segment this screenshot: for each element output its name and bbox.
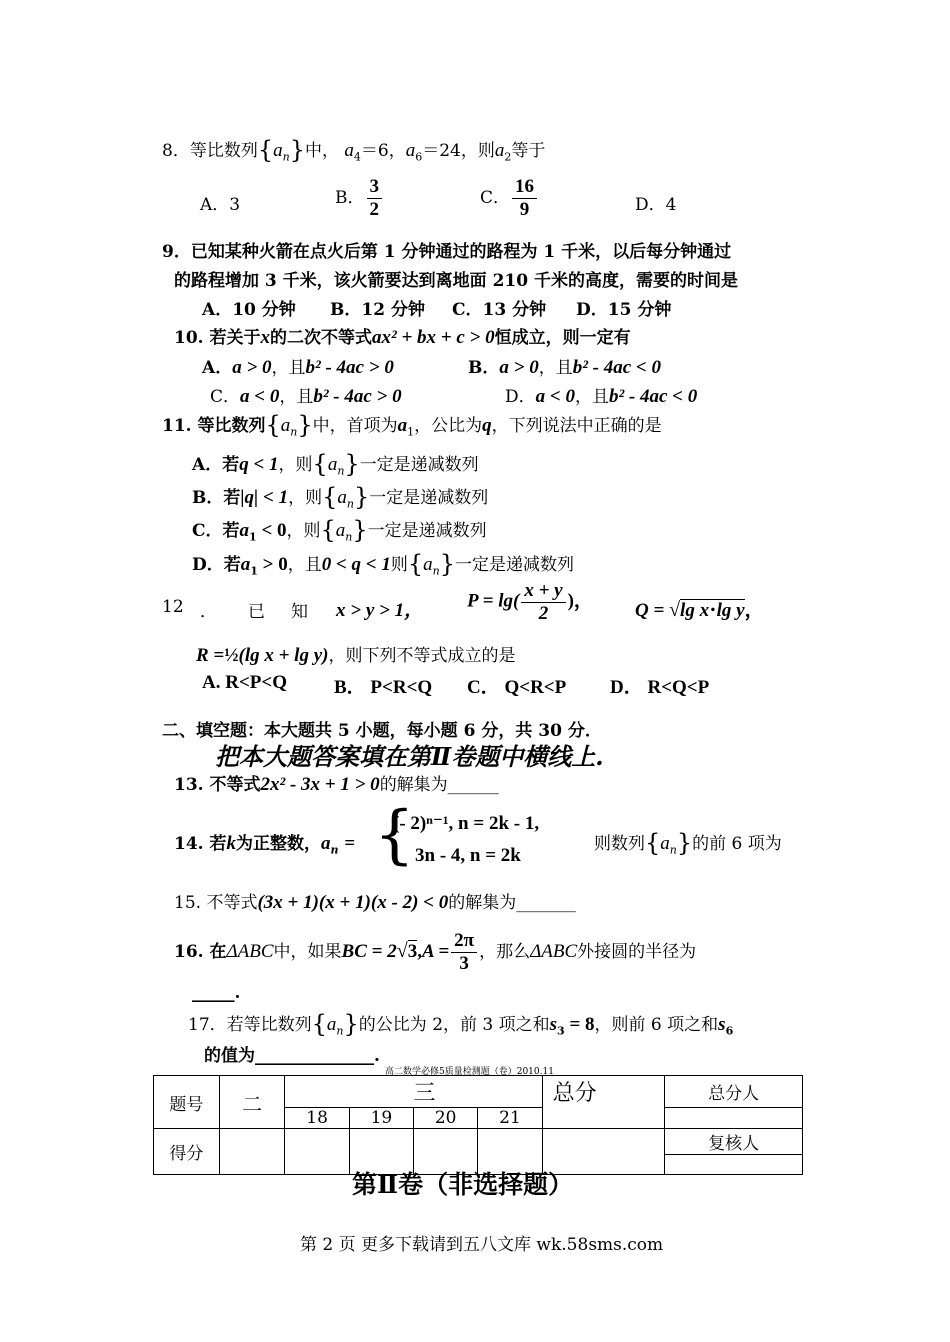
q10-option-a: A．a > 0，且b² - 4ac > 0 <box>202 357 394 378</box>
q8-a4-sub: 4 <box>353 150 361 164</box>
q9-option-d: D．15 分钟 <box>576 300 672 320</box>
table-sub-20: 20 <box>414 1108 478 1129</box>
q9-line1: 9．已知某种火箭在点火后第 1 分钟通过的路程为 1 千米，以后每分钟通过 <box>162 242 732 262</box>
q16-blank: _____. <box>192 983 241 1003</box>
table-sub-19: 19 <box>349 1108 413 1129</box>
q17-line2: 的值为______________. <box>204 1046 380 1066</box>
q10-suffix: 恒成立，则一定有 <box>494 328 631 348</box>
table-reviewer-cell <box>665 1155 803 1175</box>
question-16: 16. 在ΔABC中，如果BC = 2√3,A = $\frac{2\pi}{3}$ ，那么ΔABC外接圆的半径为 <box>174 930 697 974</box>
q12-known2: 知 <box>291 602 308 622</box>
question-17: 17．若等比数列$\{a_n\}$的公比为 2，前 3 项之和$s_3 = 8$，则前 6 项之和$s_6$ <box>188 1010 734 1038</box>
q8-suffix: 等于 <box>511 141 546 161</box>
q8-a4-eq: ＝6， <box>360 141 406 161</box>
q12-dot: ． <box>200 602 217 622</box>
q10-ineq: ax² + bx + c > 0 <box>372 327 495 348</box>
q10-option-d: D．a < 0，且b² - 4ac < 0 <box>505 386 698 407</box>
q10-mid: 的二次不等式 <box>270 328 372 348</box>
question-11: 11. 等比数列$\{a_n\}$中，首项为$a_1$，公比为q，下列说法中正确的是 <box>162 411 662 439</box>
q8-option-d: D．4 <box>635 195 677 215</box>
table-header-part-two: 二 <box>219 1076 285 1129</box>
table-header-total: 总分 <box>542 1076 665 1108</box>
q8-a6-eq: ＝24，则 <box>422 141 495 161</box>
table-total-person-cell <box>665 1108 803 1129</box>
exam-caption: 高二数学必修5质量检测题（卷）2010.11 <box>385 1067 554 1077</box>
q12-number: 12 <box>162 597 184 617</box>
q8-mid: 中， <box>304 141 339 161</box>
table-sub-21: 21 <box>478 1108 542 1129</box>
q8-a6: a <box>405 140 416 161</box>
part-2-title: 第Ⅱ卷（非选择题） <box>352 1170 574 1199</box>
q9-line2: 的路程增加 3 千米，该火箭要达到离地面 210 千米的高度，需要的时间是 <box>174 271 738 291</box>
section-2-subtitle: 把本大题答案填在第Ⅱ卷题中横线上. <box>215 742 604 771</box>
q12-condition: x > y > 1， <box>336 600 424 621</box>
q9-option-c: C．13 分钟 <box>452 300 547 320</box>
q8-a2-sub: 2 <box>504 150 512 164</box>
q8-option-c <box>480 176 539 221</box>
q12-option-d: D． R<Q<P <box>610 677 710 698</box>
table-score-two[interactable] <box>219 1129 285 1175</box>
q14-prefix-line: 14. 若k为正整数，$a_n$ = <box>174 833 356 857</box>
table-header-reviewer: 复核人 <box>665 1129 803 1155</box>
q12-r-expr: R =½(lg x + lg y)，则下列不等式成立的是 <box>196 645 516 666</box>
table-header-question: 题号 <box>154 1076 220 1129</box>
q12-option-a: A. R<P<Q <box>202 672 287 693</box>
q8-prefix: 8．等比数列 <box>162 141 258 161</box>
q9-option-a: A．10 分钟 <box>202 300 296 320</box>
q10-option-b: B．a > 0，且b² - 4ac < 0 <box>468 357 661 378</box>
q11-option-b: B．若|q| < 1，则$\{a_n\}$一定是递减数列 <box>192 483 489 511</box>
q10-prefix: 10. 若关于 <box>174 328 261 348</box>
q12-p-expr: P = lg( $\frac{x + y}{2}$ )， <box>467 580 593 624</box>
q8-option-c-label: C． <box>480 187 511 208</box>
page-footer: 第 2 页 更多下载请到五八文库 wk.58sms.com <box>300 1235 664 1255</box>
q9-option-b: B．12 分钟 <box>330 300 425 320</box>
table-total-sub <box>542 1108 665 1129</box>
q14-case-2: 3n - 4, n = 2k <box>415 845 521 866</box>
question-13: 13. 不等式2x² - 3x + 1 > 0的解集为______ <box>174 774 499 795</box>
q8-option-c-num: 16 <box>512 176 537 199</box>
q10-option-c: C．a < 0，且b² - 4ac > 0 <box>210 386 402 407</box>
q12-q-expr: Q = √lg x⋅lg y， <box>635 599 764 621</box>
table-header-total-person: 总分人 <box>665 1076 803 1108</box>
q8-a2: a <box>494 140 505 161</box>
q8-seq: a <box>273 140 283 161</box>
section-2-title: 二、填空题：本大题共 5 小题，每小题 6 分，共 30 分． <box>162 721 602 741</box>
q14-brace: { <box>374 798 415 872</box>
q8-option-c-den: 9 <box>519 198 530 220</box>
q8-seq-sub: n <box>282 150 290 164</box>
q8-option-b-den: 2 <box>369 198 379 220</box>
question-10 <box>174 323 631 349</box>
q8-a4: a <box>344 140 354 161</box>
table-score-18[interactable] <box>285 1129 349 1175</box>
q12-known1: 已 <box>248 602 265 622</box>
q8-option-b-num: 3 <box>367 176 383 199</box>
q10-var: x <box>260 327 270 348</box>
q12-option-c: C． Q<R<P <box>467 677 567 698</box>
q14-case-1: (- 2)ⁿ⁻¹, n = 2k - 1, <box>393 813 540 834</box>
q14-suffix: 则数列$\{a_n\}$的前 6 项为 <box>594 829 782 857</box>
score-table <box>153 1075 803 1175</box>
q8-option-b <box>335 176 384 221</box>
table-header-part-three: 三 <box>285 1076 542 1108</box>
q11-option-a: A．若q < 1，则$\{a_n\}$一定是递减数列 <box>192 450 479 478</box>
table-score-label: 得分 <box>154 1129 220 1175</box>
q11-option-c: C．若$a_1 < 0$，则$\{a_n\}$一定是递减数列 <box>192 516 487 544</box>
q11-option-d: D．若$a_1 > 0$，且0 < q < 1则$\{a_n\}$一定是递减数列 <box>192 550 575 578</box>
q12-option-b: B． P<R<Q <box>334 677 433 698</box>
question-15: 15. 不等式(3x + 1)(x + 1)(x - 2) < 0的解集为_______ <box>174 892 576 913</box>
table-sub-18: 18 <box>285 1108 349 1129</box>
q8-option-b-label: B． <box>335 187 365 208</box>
question-8: 8．等比数列$\{a_n\}$中， $a_4=6$，$a_6=24$，则$a_2$等于 <box>162 136 546 164</box>
q8-option-a: A．3 <box>200 195 241 215</box>
q8-a6-sub: 6 <box>415 150 423 164</box>
